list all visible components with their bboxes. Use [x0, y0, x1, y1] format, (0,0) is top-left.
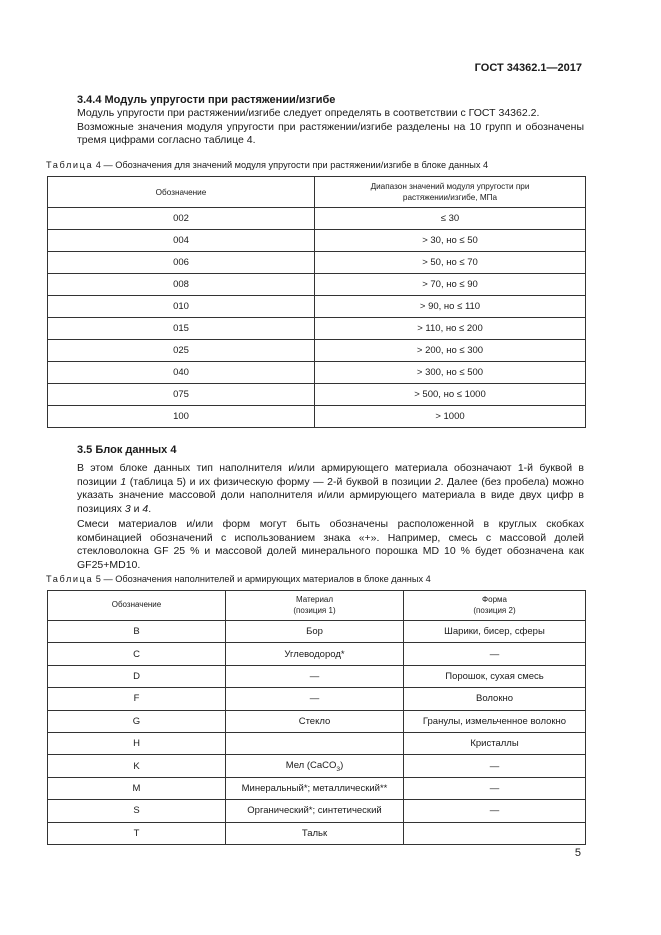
table-row	[48, 208, 586, 230]
table-row	[48, 296, 586, 318]
p1-pos-3: 3	[124, 502, 131, 515]
table4-code: 015	[48, 318, 315, 340]
table5	[47, 590, 586, 845]
p1-part-d: и	[130, 502, 143, 515]
table4-code: 006	[48, 252, 315, 274]
table5-code: C	[48, 643, 226, 665]
table4-range: ≤ 30	[315, 208, 586, 230]
table4-caption	[46, 160, 488, 170]
page-number: 5	[574, 847, 581, 859]
table4-range: > 500, но ≤ 1000	[315, 384, 586, 406]
table5-form: —	[404, 777, 586, 799]
table-row	[48, 800, 586, 822]
p1-pos-1: 1	[120, 475, 127, 488]
p1-pos-2: 2	[434, 475, 441, 488]
table5-code: M	[48, 777, 226, 799]
table5-col-form-b: (позиция 2)	[473, 605, 516, 615]
section-344-line2: Возможные значения модуля упругости при растяжении/изгибе разделены на 10 групп и обозначены тремя цифрами согласно таблице 4.	[77, 120, 584, 146]
p1-part-b: (таблица 5) и их физическую форму — 2-й буквой в позиции	[126, 475, 435, 488]
section-35-paragraph-2: Смеси материалов и/или форм могут быть обозначены расположенной в круглых скобках комбинацией обозначений с использованием знака «+». Например, смесь с массовой долей стекловолокна GF 25 % и массовой долей минерального порошка MD 10 % будет обозначена как GF25+MD10.	[77, 518, 584, 571]
table-row	[48, 777, 586, 799]
table5-form: Волокно	[404, 688, 586, 710]
table5-material: Углеводород*	[226, 643, 404, 665]
table5-code: B	[48, 621, 226, 643]
table-row	[48, 406, 586, 428]
material-chalk-b: )	[340, 759, 344, 771]
table-row	[48, 340, 586, 362]
section-35-heading: 3.5 Блок данных 4	[77, 444, 177, 456]
table4-caption-text: 4 — Обозначения для значений модуля упругости при растяжении/изгибе в блоке данных 4	[95, 160, 489, 170]
table5-code: H	[48, 732, 226, 754]
table-row	[48, 732, 586, 754]
table-row	[48, 643, 586, 665]
table5-col-form	[404, 591, 586, 621]
material-chalk-sub: 3	[336, 765, 341, 773]
table5-form: —	[404, 755, 586, 777]
table-row	[48, 318, 586, 340]
table5-material: Минеральный*; металлический**	[226, 777, 404, 799]
section-344-heading: 3.4.4 Модуль упругости при растяжении/изгибе	[77, 94, 336, 106]
table5-material	[226, 755, 404, 777]
table4-col-range-text: Диапазон значений модуля упругости при растяжении/изгибе, МПа	[370, 182, 530, 202]
table5-col-material-b: (позиция 1)	[293, 605, 336, 615]
p1-part-a: В этом блоке данных тип наполнителя и/или армирующего материала обозначают 1-й буквой в позиции	[77, 462, 584, 488]
table4-range: > 70, но ≤ 90	[315, 274, 586, 296]
table4	[47, 176, 586, 428]
table-row	[48, 621, 586, 643]
table5-code: F	[48, 688, 226, 710]
table4-caption-prefix: Таблица	[46, 160, 94, 170]
table5-caption-prefix: Таблица	[46, 574, 94, 584]
table4-range: > 30, но ≤ 50	[315, 230, 586, 252]
table5-code: T	[48, 822, 226, 844]
table-row	[48, 274, 586, 296]
table4-col-range	[315, 177, 586, 208]
table5-caption	[46, 574, 431, 584]
table5-form	[404, 822, 586, 844]
table-row	[48, 384, 586, 406]
table4-code: 040	[48, 362, 315, 384]
table5-material: —	[226, 665, 404, 687]
table4-code: 008	[48, 274, 315, 296]
table4-range: > 1000	[315, 406, 586, 428]
table5-form: —	[404, 800, 586, 822]
table4-range: > 50, но ≤ 70	[315, 252, 586, 274]
table4-code: 002	[48, 208, 315, 230]
table-row	[48, 755, 586, 777]
document-id: ГОСТ 34362.1—2017	[474, 62, 582, 74]
table4-range: > 90, но ≤ 110	[315, 296, 586, 318]
table5-material	[226, 732, 404, 754]
table4-range: > 300, но ≤ 500	[315, 362, 586, 384]
table4-code: 010	[48, 296, 315, 318]
table-row	[48, 665, 586, 687]
table5-material: Бор	[226, 621, 404, 643]
p1-part-e: .	[148, 502, 152, 515]
table-row	[48, 688, 586, 710]
material-chalk-a: Мел (CaCO	[285, 759, 337, 771]
table5-material: Тальк	[226, 822, 404, 844]
table4-range: > 200, но ≤ 300	[315, 340, 586, 362]
p1-part-c: . Далее (без пробела) можно указать значение массовой доли наполнителя и/или армирующего материала в виде двух цифр в позициях	[77, 475, 584, 515]
table4-code: 100	[48, 406, 315, 428]
table5-material: —	[226, 688, 404, 710]
table5-col-material-a: Материал	[295, 595, 334, 604]
table5-form: Шарики, бисер, сферы	[404, 621, 586, 643]
table5-form: Гранулы, измельченное волокно	[404, 710, 586, 732]
table5-code: D	[48, 665, 226, 687]
table5-caption-text: 5 — Обозначения наполнителей и армирующих материалов в блоке данных 4	[95, 574, 431, 584]
table5-form: —	[404, 643, 586, 665]
table5-code: K	[48, 755, 226, 777]
table5-code: G	[48, 710, 226, 732]
table5-material: Органический*; синтетический	[226, 800, 404, 822]
table4-code: 025	[48, 340, 315, 362]
table5-material: Стекло	[226, 710, 404, 732]
section-344-text	[77, 107, 584, 148]
p1-pos-4: 4	[142, 502, 149, 515]
table4-code: 075	[48, 384, 315, 406]
table4-col-code: Обозначение	[48, 177, 315, 208]
table4-code: 004	[48, 230, 315, 252]
table5-col-form-a: Форма	[482, 595, 507, 604]
section-35-paragraph-1	[77, 462, 584, 516]
table5-form: Кристаллы	[404, 732, 586, 754]
table5-form: Порошок, сухая смесь	[404, 665, 586, 687]
table5-col-code: Обозначение	[48, 591, 226, 621]
table-row	[48, 710, 586, 732]
table-row	[48, 252, 586, 274]
table5-header-row	[48, 591, 586, 621]
table4-range: > 110, но ≤ 200	[315, 318, 586, 340]
table4-header-row	[48, 177, 586, 208]
table-row	[48, 230, 586, 252]
table5-col-material	[226, 591, 404, 621]
table-row	[48, 362, 586, 384]
section-35-text	[77, 462, 584, 572]
section-344-line1: Модуль упругости при растяжении/изгибе следует определять в соответствии с ГОСТ 34362.2.	[77, 107, 540, 119]
table-row	[48, 822, 586, 844]
table5-code: S	[48, 800, 226, 822]
